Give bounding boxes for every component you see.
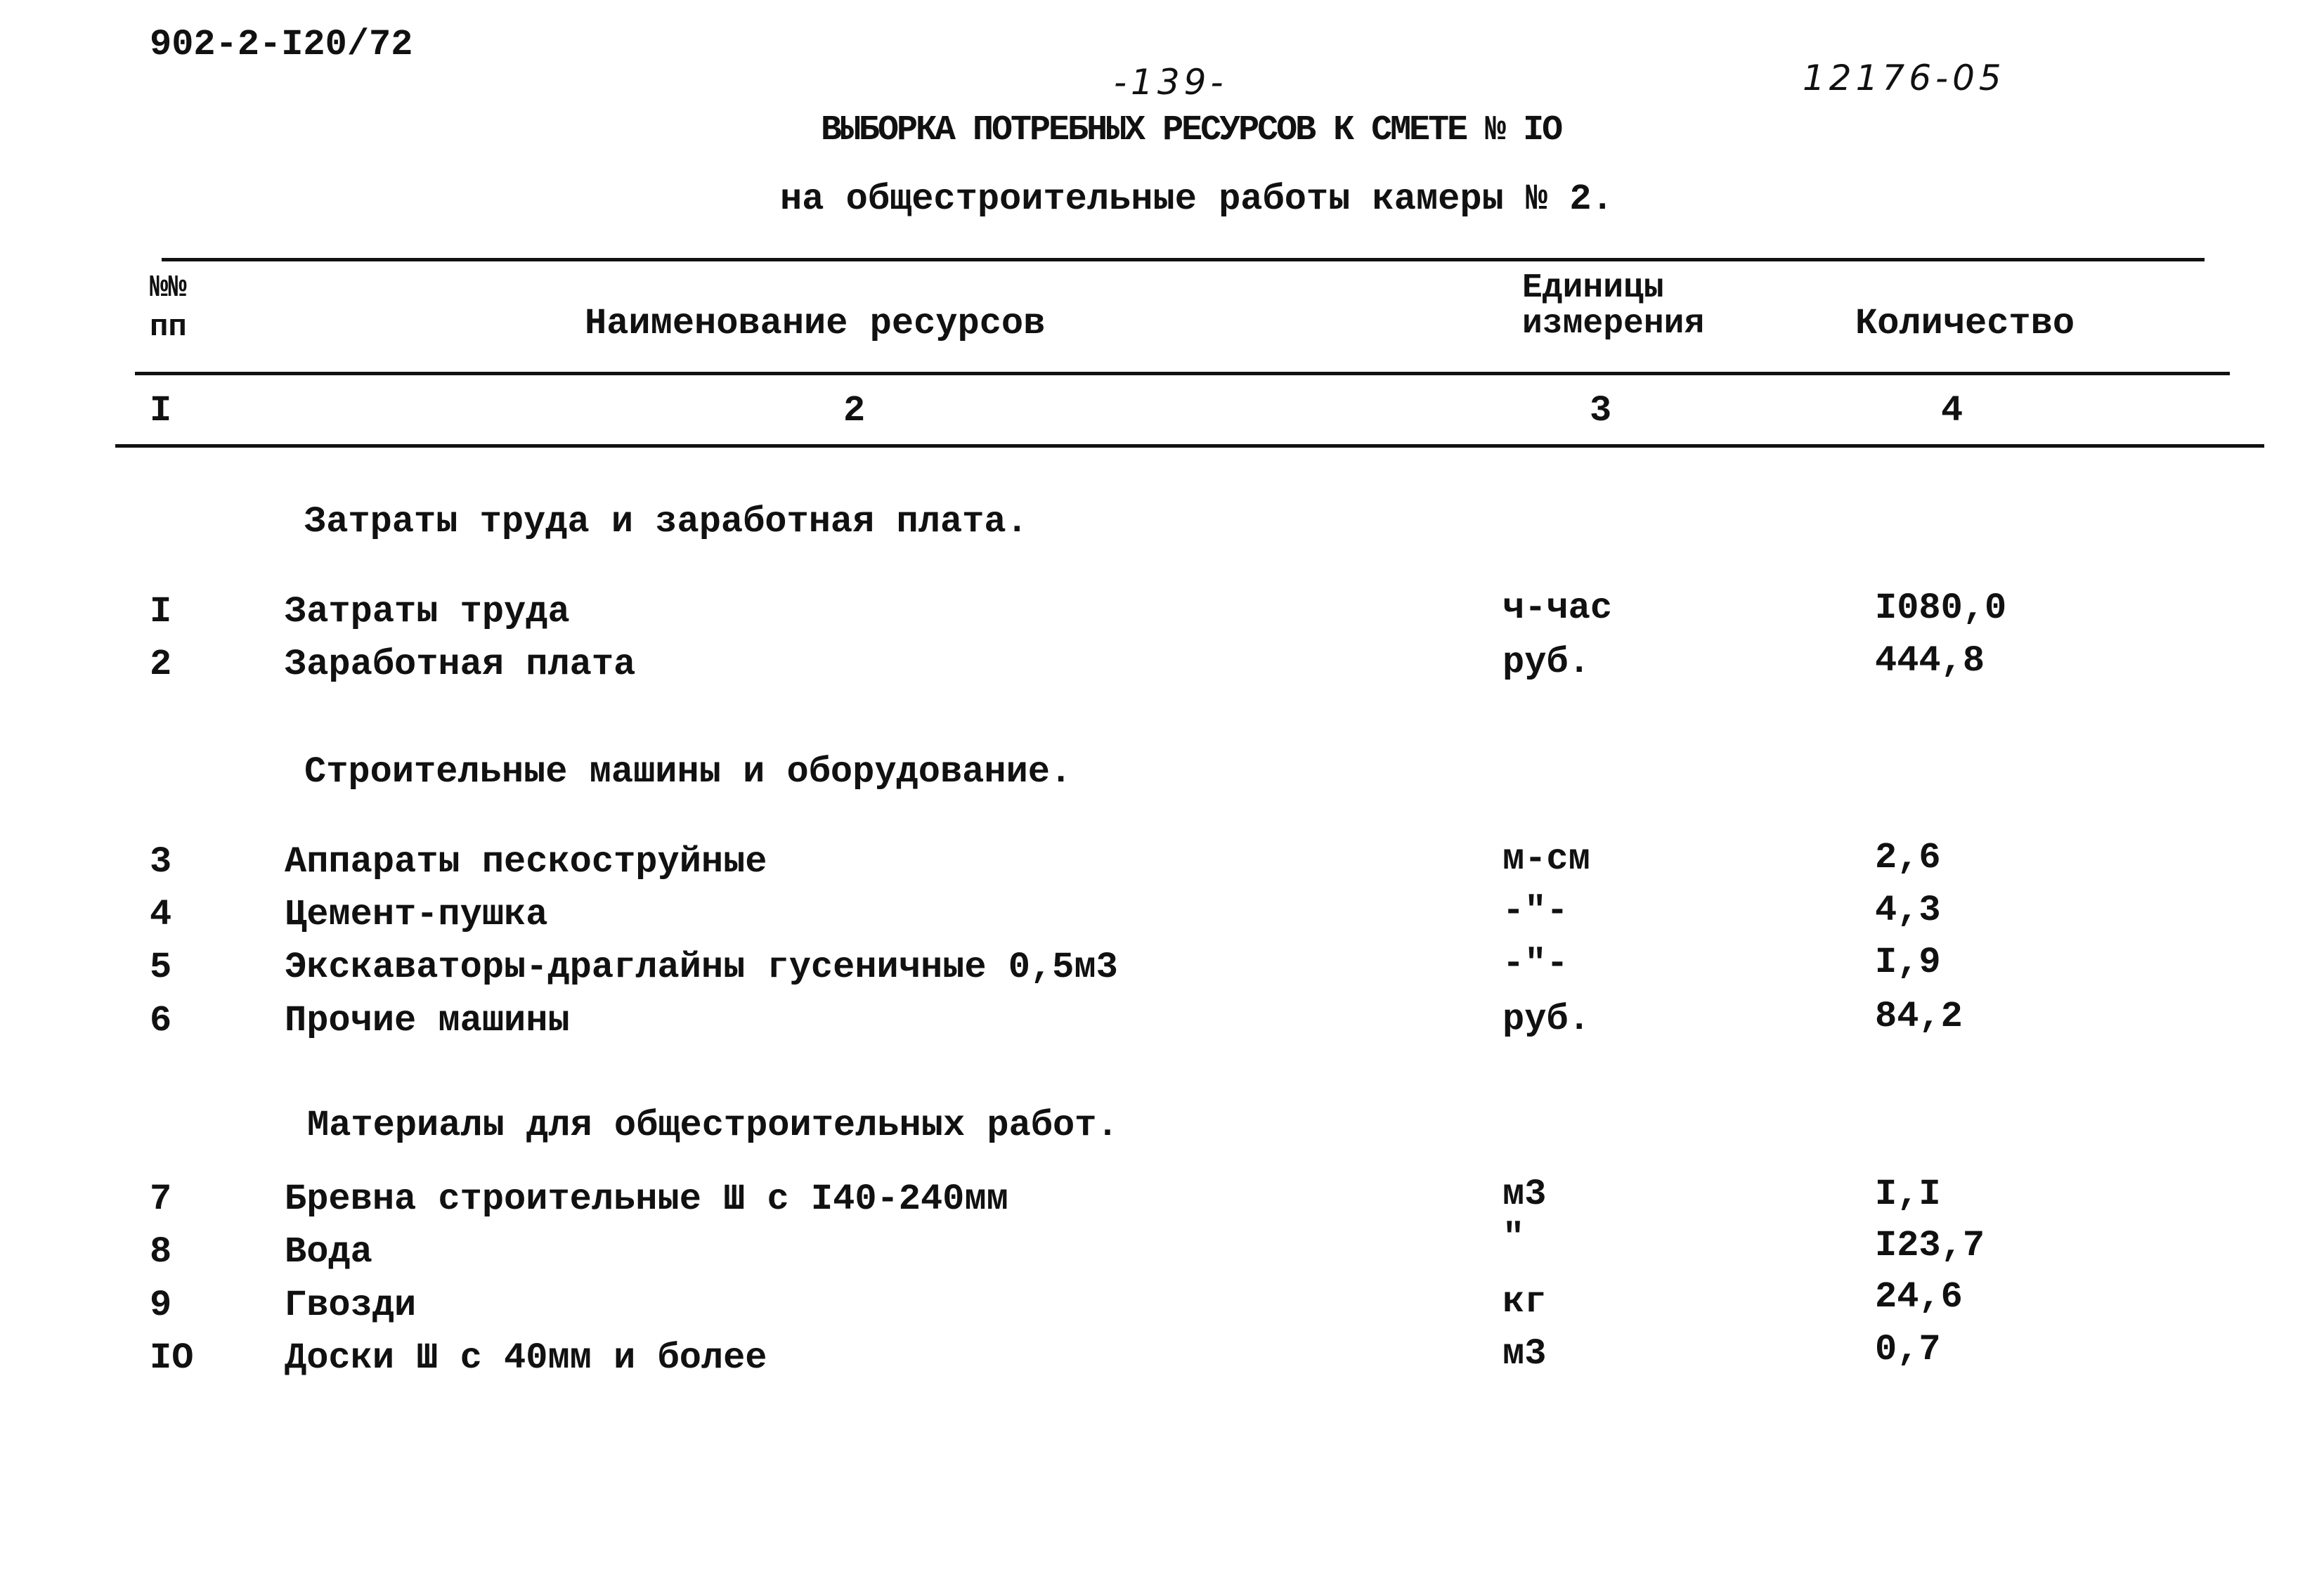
- row-num: I: [150, 591, 172, 632]
- row-name: Затраты труда: [285, 591, 570, 632]
- row-unit: м3: [1502, 1333, 1547, 1375]
- row-unit: кг: [1502, 1281, 1547, 1323]
- col-num-label-1: №№: [150, 271, 187, 306]
- row-unit: -"-: [1502, 943, 1569, 985]
- col-num-label-2: пп: [150, 310, 187, 345]
- row-qty: 4,3: [1875, 890, 1941, 931]
- row-num: 2: [150, 644, 172, 685]
- row-name: Аппараты пескоструйные: [285, 841, 767, 883]
- row-name: Заработная плата: [285, 644, 636, 685]
- col-number-1: I: [150, 390, 172, 431]
- row-qty: I23,7: [1875, 1225, 1985, 1266]
- page-number: -139-: [1114, 62, 1228, 103]
- row-unit: руб.: [1502, 999, 1590, 1040]
- document-subtitle: на общестроительные работы камеры № 2.: [780, 179, 1614, 220]
- section-title: Затраты труда и заработная плата.: [304, 501, 1028, 543]
- col-qty-label: Количество: [1855, 303, 2075, 344]
- row-qty: 0,7: [1875, 1329, 1941, 1370]
- row-num: IO: [150, 1337, 194, 1379]
- col-name-label: Наименование ресурсов: [585, 303, 1046, 344]
- row-qty: 2,6: [1875, 837, 1941, 878]
- row-unit: ": [1502, 1217, 1525, 1259]
- col-unit-label-1: Единицы: [1522, 269, 1664, 307]
- row-unit: руб.: [1502, 642, 1590, 683]
- row-unit: м3: [1502, 1174, 1547, 1215]
- row-qty: I080,0: [1875, 588, 2007, 629]
- row-name: Гвозди: [285, 1285, 417, 1326]
- row-name: Бревна строительные Ш с I40-240мм: [285, 1179, 1008, 1220]
- row-num: 8: [150, 1231, 172, 1273]
- row-unit: ч-час: [1502, 588, 1613, 629]
- row-num: 5: [150, 947, 172, 988]
- col-number-4: 4: [1941, 390, 1963, 431]
- row-name: Вода: [285, 1231, 372, 1273]
- table-body-rule: [115, 444, 2264, 448]
- row-qty: 444,8: [1875, 640, 1985, 682]
- table-top-rule: [162, 258, 2205, 261]
- table-header-rule: [135, 372, 2230, 375]
- row-num: 7: [150, 1179, 172, 1220]
- row-num: 4: [150, 894, 172, 935]
- row-unit: м-см: [1502, 838, 1590, 880]
- col-unit-label-2: измерения: [1522, 305, 1705, 343]
- row-name: Экскаваторы-драглайны гусеничные 0,5м3: [285, 947, 1118, 988]
- row-qty: I,9: [1875, 942, 1941, 983]
- col-number-3: 3: [1590, 390, 1612, 431]
- row-qty: 24,6: [1875, 1276, 1963, 1318]
- row-num: 9: [150, 1285, 172, 1326]
- row-num: 3: [150, 841, 172, 883]
- row-qty: I,I: [1875, 1174, 1941, 1215]
- row-name: Доски Ш с 40мм и более: [285, 1337, 767, 1379]
- section-title: Строительные машины и оборудование.: [304, 751, 1072, 793]
- row-qty: 84,2: [1875, 996, 1963, 1037]
- row-unit: -"-: [1502, 890, 1569, 932]
- section-title: Материалы для общестроительных работ.: [307, 1105, 1119, 1146]
- handwritten-code: 12176-05: [1803, 58, 2006, 98]
- document-title: ВЫБОРКА ПОТРЕБНЫХ РЕСУРСОВ К СМЕТЕ № IO: [821, 110, 1562, 150]
- document-code: 902-2-I20/72: [150, 24, 413, 65]
- row-num: 6: [150, 1000, 172, 1041]
- row-name: Цемент-пушка: [285, 894, 548, 935]
- col-number-2: 2: [843, 390, 866, 431]
- row-name: Прочие машины: [285, 1000, 570, 1041]
